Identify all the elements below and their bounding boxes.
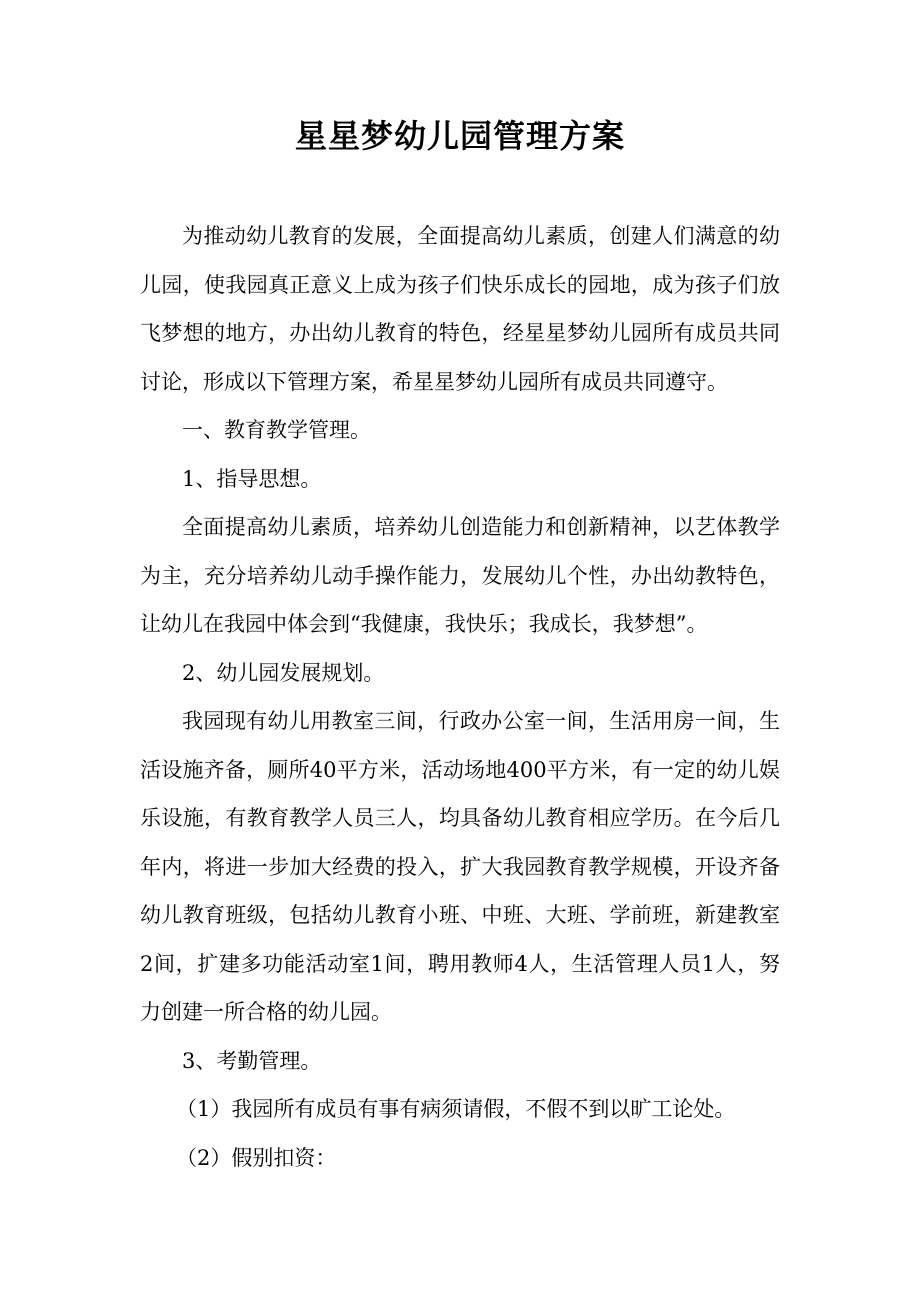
attendance-item-2: （2）假别扣资：: [176, 1145, 337, 1170]
document-body: [140, 212, 780, 1182]
guiding-ideology-paragraph: 全面提高幼儿素质，培养幼儿创造能力和创新精神，以艺体教学为主，充分培养幼儿动手操作能力，发展幼儿个性，办出幼教特色，让幼儿在我园中体会到“我健康，我快乐；我成长，我梦想”。: [140, 515, 780, 636]
section-heading-teaching: 一、教育教学管理。: [182, 418, 371, 442]
attendance-item-1: （1）我园所有成员有事有病须请假，不假不到以旷工论处。: [176, 1097, 736, 1121]
document-title: 星星梦幼儿园管理方案: [294, 117, 625, 155]
intro-paragraph: 为推动幼儿教育的发展，全面提高幼儿素质，创建人们满意的幼儿园，使我园真正意义上成为孩子们快乐成长的园地，成为孩子们放飞梦想的地方，办出幼儿教育的特色，经星星梦幼儿园所有成员共同讨论，形成以下管理方案，希星星梦幼儿园所有成员共同遵守。: [140, 224, 780, 394]
subheading-development-plan: 2、幼儿园发展规划。: [182, 660, 385, 685]
subheading-attendance: 3、考勤管理。: [182, 1048, 322, 1073]
development-plan-paragraph: 我园现有幼儿用教室三间，行政办公室一间，生活用房一间，生活设施齐备，厕所40平方米，活动场地400平方米，有一定的幼儿娱乐设施，有教育教学人员三人，均具备幼儿教育相应学历。在今后几年内，将进一步加大经费的投入，扩大我园教育教学规模，开设齐备幼儿教育班级，包括幼儿教育小班、中班、大班、学前班，新建教室2间，扩建多功能活动室1间，聘用教师4人，生活管理人员1人，努力创建一所合格的幼儿园。: [140, 709, 780, 1024]
subheading-guiding-ideology: 1、指导思想。: [182, 466, 322, 491]
